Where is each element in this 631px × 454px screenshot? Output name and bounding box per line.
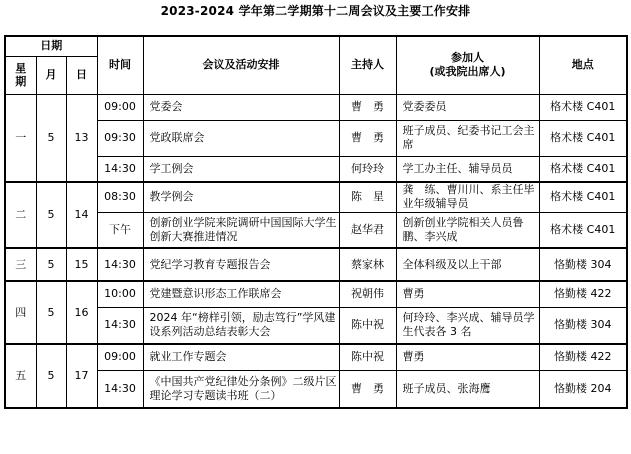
weekday-cell: 四 xyxy=(5,281,36,344)
host-cell: 赵华君 xyxy=(339,212,396,248)
location-cell: 格术楼 C401 xyxy=(539,94,627,120)
schedule-row xyxy=(5,370,627,408)
month-cell: 5 xyxy=(36,248,66,281)
host-cell: 陈中祝 xyxy=(339,344,396,370)
time-cell: 08:30 xyxy=(97,182,143,212)
host-cell: 曹 勇 xyxy=(339,120,396,156)
host-cell: 陈 星 xyxy=(339,182,396,212)
time-cell: 14:30 xyxy=(97,307,143,344)
attendees-cell: 曹勇 xyxy=(396,281,539,307)
month-cell: 5 xyxy=(36,281,66,344)
host-cell: 曹 勇 xyxy=(339,94,396,120)
header-day: 日 xyxy=(66,56,97,94)
schedule-row xyxy=(5,156,627,182)
time-cell: 09:00 xyxy=(97,94,143,120)
attendees-cell: 班子成员、纪委书记工会主席 xyxy=(396,120,539,156)
weekday-cell: 一 xyxy=(5,94,36,182)
header-weekday: 星期 xyxy=(5,56,36,94)
header-host: 主持人 xyxy=(339,36,396,94)
day-cell: 14 xyxy=(66,182,97,248)
event-cell: 2024 年“榜样引领，励志笃行”学风建设系列活动总结表彰大会 xyxy=(143,307,339,344)
month-cell: 5 xyxy=(36,182,66,248)
location-cell: 恪勤楼 204 xyxy=(539,370,627,408)
schedule-row xyxy=(5,182,627,212)
attendees-cell: 学工办主任、辅导员员 xyxy=(396,156,539,182)
schedule-row xyxy=(5,120,627,156)
schedule-table xyxy=(4,35,628,409)
event-cell: 党政联席会 xyxy=(143,120,339,156)
day-cell: 13 xyxy=(66,94,97,182)
time-cell: 10:00 xyxy=(97,281,143,307)
header-event: 会议及活动安排 xyxy=(143,36,339,94)
location-cell: 恪勤楼 304 xyxy=(539,248,627,281)
weekday-cell: 二 xyxy=(5,182,36,248)
attendees-cell: 党委委员 xyxy=(396,94,539,120)
header-time: 时间 xyxy=(97,36,143,94)
attendees-cell: 班子成员、张海鹰 xyxy=(396,370,539,408)
time-cell: 14:30 xyxy=(97,248,143,281)
location-cell: 恪勤楼 422 xyxy=(539,281,627,307)
attendees-cell: 创新创业学院相关人员鲁 鹏、李兴成 xyxy=(396,212,539,248)
attendees-cell: 何玲玲、李兴成、辅导员学生代表各 3 名 xyxy=(396,307,539,344)
event-cell: 创新创业学院来院调研中国国际大学生创新大赛推进情况 xyxy=(143,212,339,248)
day-cell: 15 xyxy=(66,248,97,281)
header-attendees-line1: 参加人 xyxy=(451,51,485,65)
header-month: 月 xyxy=(36,56,66,94)
header-attendees xyxy=(396,36,539,94)
time-cell: 14:30 xyxy=(97,156,143,182)
event-cell: 党建暨意识形态工作联席会 xyxy=(143,281,339,307)
schedule-row xyxy=(5,344,627,370)
header-attendees-line2: (或我院出席人) xyxy=(429,65,506,79)
location-cell: 恪勤楼 422 xyxy=(539,344,627,370)
host-cell: 祝朝伟 xyxy=(339,281,396,307)
host-cell: 何玲玲 xyxy=(339,156,396,182)
event-cell: 教学例会 xyxy=(143,182,339,212)
host-cell: 陈中祝 xyxy=(339,307,396,344)
schedule-row xyxy=(5,307,627,344)
host-cell: 曹 勇 xyxy=(339,370,396,408)
event-cell: 《中国共产党纪律处分条例》二级片区理论学习专题读书班（二） xyxy=(143,370,339,408)
event-cell: 党委会 xyxy=(143,94,339,120)
header-location: 地点 xyxy=(539,36,627,94)
time-cell: 14:30 xyxy=(97,370,143,408)
location-cell: 恪勤楼 304 xyxy=(539,307,627,344)
attendees-cell: 曹勇 xyxy=(396,344,539,370)
weekday-cell: 三 xyxy=(5,248,36,281)
month-cell: 5 xyxy=(36,94,66,182)
event-cell: 就业工作专题会 xyxy=(143,344,339,370)
schedule-row xyxy=(5,281,627,307)
month-cell: 5 xyxy=(36,344,66,408)
attendees-cell: 龚 练、曹川川、系主任毕业年级辅导员 xyxy=(396,182,539,212)
schedule-row xyxy=(5,248,627,281)
day-cell: 16 xyxy=(66,281,97,344)
time-cell: 下午 xyxy=(97,212,143,248)
location-cell: 格术楼 C401 xyxy=(539,156,627,182)
day-cell: 17 xyxy=(66,344,97,408)
schedule-row xyxy=(5,212,627,248)
time-cell: 09:00 xyxy=(97,344,143,370)
location-cell: 格术楼 C401 xyxy=(539,120,627,156)
schedule-row xyxy=(5,94,627,120)
location-cell: 格术楼 C401 xyxy=(539,182,627,212)
attendees-cell: 全体科级及以上干部 xyxy=(396,248,539,281)
host-cell: 蔡家林 xyxy=(339,248,396,281)
location-cell: 格术楼 C401 xyxy=(539,212,627,248)
page-title: 2023-2024 学年第二学期第十二周会议及主要工作安排 xyxy=(160,4,471,18)
header-date-group: 日期 xyxy=(5,36,97,56)
time-cell: 09:30 xyxy=(97,120,143,156)
event-cell: 党纪学习教育专题报告会 xyxy=(143,248,339,281)
weekday-cell: 五 xyxy=(5,344,36,408)
event-cell: 学工例会 xyxy=(143,156,339,182)
